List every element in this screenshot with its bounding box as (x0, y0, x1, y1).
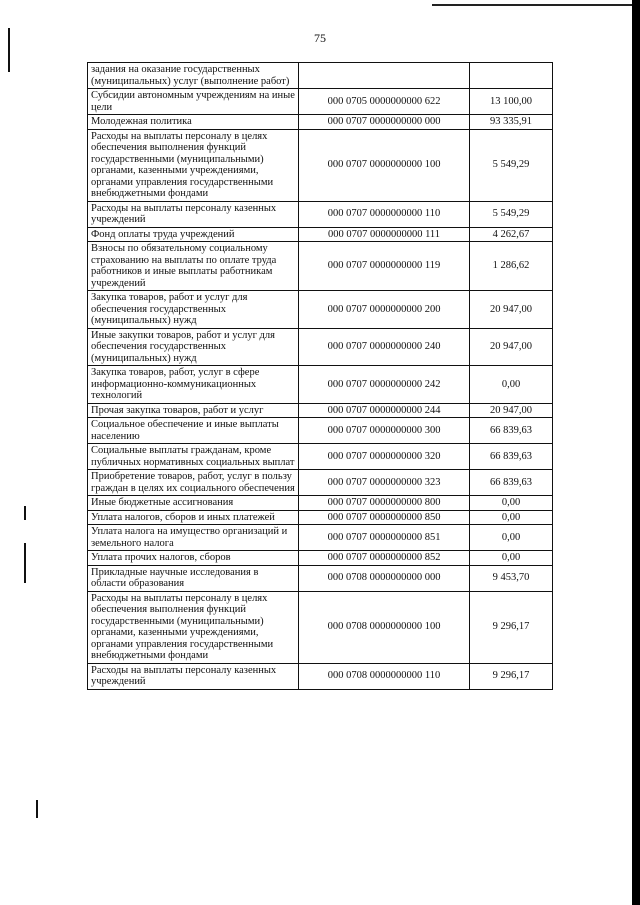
row-code-cell: 000 0708 0000000000 000 (299, 565, 470, 591)
row-amount-cell: 13 100,00 (470, 89, 553, 115)
table-row (88, 89, 553, 115)
row-amount-cell: 66 839,63 (470, 444, 553, 470)
row-name-cell: Социальные выплаты гражданам, кроме публичных нормативных социальных выплат (88, 444, 299, 470)
row-code-cell: 000 0707 0000000000 852 (299, 551, 470, 566)
row-name-cell: Закупка товаров, работ и услуг для обеспечения государственных (муниципальных) нужд (88, 291, 299, 329)
row-code-cell (299, 63, 470, 89)
row-code-cell: 000 0707 0000000000 000 (299, 115, 470, 130)
row-amount-cell: 9 296,17 (470, 591, 553, 663)
row-code-cell: 000 0707 0000000000 240 (299, 328, 470, 366)
table-row (88, 444, 553, 470)
row-name-cell: Расходы на выплаты персоналу в целях обеспечения выполнения функций государственными (муниципальными) органами, казенными учреждениями, органами управления государственными внебюджетными фондами (88, 129, 299, 201)
row-amount-cell: 9 453,70 (470, 565, 553, 591)
row-code-cell: 000 0707 0000000000 300 (299, 418, 470, 444)
row-amount-cell: 20 947,00 (470, 328, 553, 366)
row-amount-cell: 5 549,29 (470, 129, 553, 201)
table-row (88, 328, 553, 366)
table-row (88, 291, 553, 329)
table-row (88, 510, 553, 525)
row-name-cell: Закупка товаров, работ, услуг в сфере информационно-коммуникационных технологий (88, 366, 299, 404)
row-name-cell: Уплата налогов, сборов и иных платежей (88, 510, 299, 525)
table-row (88, 525, 553, 551)
row-amount-cell: 0,00 (470, 510, 553, 525)
row-name-cell: Уплата прочих налогов, сборов (88, 551, 299, 566)
row-amount-cell: 4 262,67 (470, 227, 553, 242)
row-code-cell: 000 0708 0000000000 110 (299, 663, 470, 689)
row-name-cell: Расходы на выплаты персоналу в целях обеспечения выполнения функций государственными (муниципальными) органами, казенными учреждениями, органами управления государственными внебюджетными фондами (88, 591, 299, 663)
row-code-cell: 000 0705 0000000000 622 (299, 89, 470, 115)
row-code-cell: 000 0708 0000000000 100 (299, 591, 470, 663)
row-name-cell: Субсидии автономным учреждениям на иные цели (88, 89, 299, 115)
row-amount-cell: 0,00 (470, 525, 553, 551)
table-row (88, 551, 553, 566)
row-name-cell: Социальное обеспечение и иные выплаты населению (88, 418, 299, 444)
row-code-cell: 000 0707 0000000000 850 (299, 510, 470, 525)
row-amount-cell: 66 839,63 (470, 418, 553, 444)
page-number: 75 (314, 31, 326, 45)
row-amount-cell: 0,00 (470, 496, 553, 511)
table-row (88, 63, 553, 89)
row-amount-cell: 5 549,29 (470, 201, 553, 227)
row-name-cell: Расходы на выплаты персоналу казенных учреждений (88, 663, 299, 689)
row-name-cell: Уплата налога на имущество организаций и земельного налога (88, 525, 299, 551)
row-code-cell: 000 0707 0000000000 119 (299, 242, 470, 291)
scan-artifact-right-edge (632, 0, 640, 905)
row-code-cell: 000 0707 0000000000 110 (299, 201, 470, 227)
row-code-cell: 000 0707 0000000000 323 (299, 470, 470, 496)
row-code-cell: 000 0707 0000000000 244 (299, 403, 470, 418)
row-name-cell: Иные закупки товаров, работ и услуг для обеспечения государственных (муниципальных) нужд (88, 328, 299, 366)
scan-artifact-top (432, 4, 632, 6)
budget-table-body (88, 63, 553, 690)
row-name-cell: Молодежная политика (88, 115, 299, 130)
row-code-cell: 000 0707 0000000000 851 (299, 525, 470, 551)
table-row (88, 227, 553, 242)
budget-table (87, 62, 553, 690)
row-code-cell: 000 0707 0000000000 200 (299, 291, 470, 329)
row-name-cell: Прочая закупка товаров, работ и услуг (88, 403, 299, 418)
row-code-cell: 000 0707 0000000000 111 (299, 227, 470, 242)
scan-artifact-left-2 (24, 506, 26, 520)
table-row (88, 201, 553, 227)
row-amount-cell: 0,00 (470, 366, 553, 404)
row-name-cell: Расходы на выплаты персоналу казенных учреждений (88, 201, 299, 227)
row-amount-cell: 1 286,62 (470, 242, 553, 291)
table-row (88, 242, 553, 291)
scan-artifact-left-4 (36, 800, 38, 818)
table-row (88, 565, 553, 591)
row-name-cell: Приобретение товаров, работ, услуг в пользу граждан в целях их социального обеспечения (88, 470, 299, 496)
row-code-cell: 000 0707 0000000000 242 (299, 366, 470, 404)
row-code-cell: 000 0707 0000000000 800 (299, 496, 470, 511)
row-name-cell: Фонд оплаты труда учреждений (88, 227, 299, 242)
row-amount-cell: 93 335,91 (470, 115, 553, 130)
table-row (88, 418, 553, 444)
row-name-cell: Взносы по обязательному социальному страхованию на выплаты по оплате труда работников и иные выплаты работникам учреждений (88, 242, 299, 291)
row-amount-cell: 0,00 (470, 551, 553, 566)
table-row (88, 663, 553, 689)
row-amount-cell: 9 296,17 (470, 663, 553, 689)
table-row (88, 496, 553, 511)
table-row (88, 591, 553, 663)
row-name-cell: Прикладные научные исследования в области образования (88, 565, 299, 591)
table-row (88, 403, 553, 418)
row-amount-cell: 20 947,00 (470, 291, 553, 329)
table-row (88, 115, 553, 130)
row-code-cell: 000 0707 0000000000 320 (299, 444, 470, 470)
table-row (88, 129, 553, 201)
row-amount-cell (470, 63, 553, 89)
table-row (88, 366, 553, 404)
table-row (88, 470, 553, 496)
scan-artifact-left-3 (24, 543, 26, 583)
row-name-cell: Иные бюджетные ассигнования (88, 496, 299, 511)
row-amount-cell: 20 947,00 (470, 403, 553, 418)
row-name-cell: задания на оказание государственных (муниципальных) услуг (выполнение работ) (88, 63, 299, 89)
row-amount-cell: 66 839,63 (470, 470, 553, 496)
row-code-cell: 000 0707 0000000000 100 (299, 129, 470, 201)
